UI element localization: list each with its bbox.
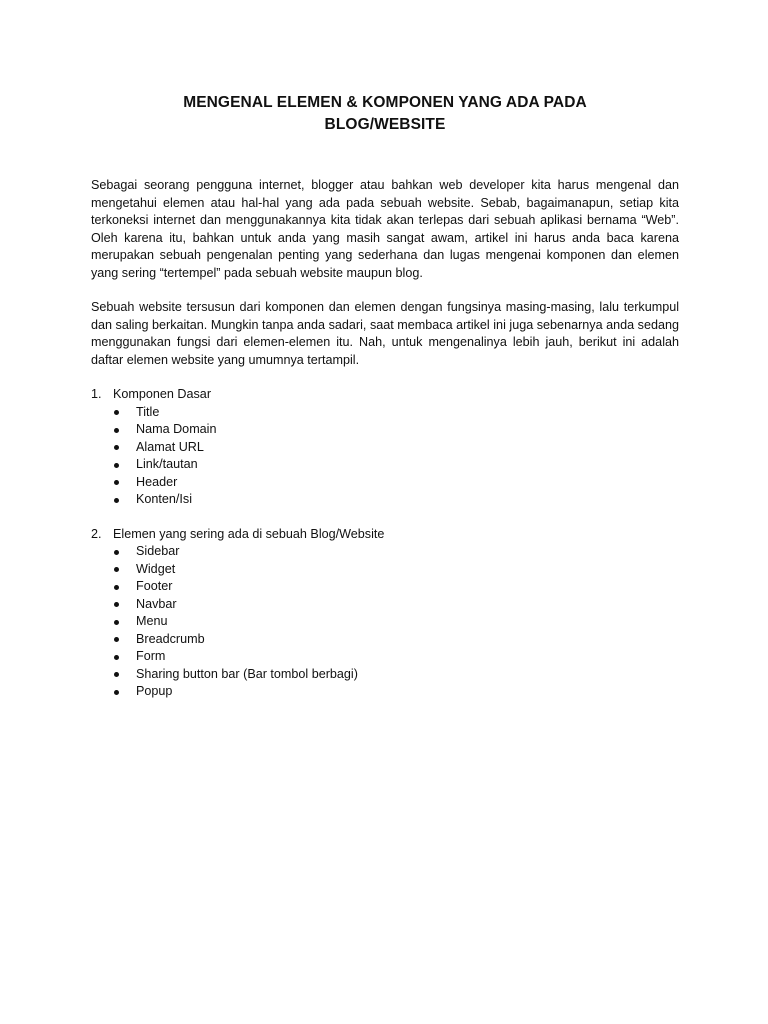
list-item-text: Widget	[136, 561, 176, 576]
list-item-text: Title	[136, 404, 160, 419]
list-item	[91, 543, 679, 561]
list-item-text: Header	[136, 474, 178, 489]
document-title	[91, 92, 679, 136]
bullet-icon	[114, 620, 119, 625]
list-item	[91, 648, 679, 666]
list-item-text: Popup	[136, 684, 173, 698]
second-paragraph: Sebuah website tersusun dari komponen dan elemen dengan fungsinya masing-masing, lalu terkumpul dan saling berkaitan. Mungkin tanpa anda sadari, saat membaca artikel ini juga sebenarnya anda sedang menggunakan fungsi dari elemen-elemen itu. Nah, untuk mengenalinya lebih jauh, berikut ini adalah daftar elemen website yang umumnya tertampil.	[91, 300, 679, 367]
bullet-icon	[114, 637, 119, 642]
list-item-text: Alamat URL	[136, 439, 204, 454]
list-item	[91, 683, 679, 701]
bullet-icon	[114, 463, 119, 468]
list-item	[91, 631, 679, 649]
list-item	[91, 561, 679, 579]
list-item	[91, 439, 679, 457]
bullet-list	[91, 543, 679, 701]
list-item-text: Sharing button bar (Bar tombol berbagi)	[136, 666, 358, 681]
document-title-line-1: MENGENAL ELEMEN & KOMPONEN YANG ADA PADA	[183, 94, 587, 111]
list-item-text: Konten/Isi	[136, 492, 193, 506]
bullet-icon	[114, 550, 119, 555]
list-item-text: Form	[136, 649, 166, 663]
list-item	[91, 613, 679, 631]
bullet-icon	[114, 602, 119, 607]
bullet-icon	[114, 410, 119, 415]
list-item	[91, 596, 679, 614]
bullet-icon	[114, 655, 119, 660]
bullet-icon	[114, 672, 119, 677]
list-item	[91, 491, 679, 509]
list-item	[91, 421, 679, 439]
document-title-line-2: BLOG/WEBSITE	[324, 116, 446, 133]
bullet-icon	[114, 480, 119, 485]
section-komponen-dasar	[91, 386, 679, 509]
intro-paragraph: Sebagai seorang pengguna internet, blogger atau bahkan web developer kita harus mengenal dan mengetahui elemen atau hal-hal yang ada pada sebuah website. Sebab, bagaimanapun, setiap kita terkoneksi internet dan menggunakannya kita tidak akan terlepas dari sebuah aplikasi bernama “Web”. Oleh karena itu, bahkan untuk anda yang masih sangat awam, artikel ini harus anda baca karena merupakan sebuah pengenalan penting yang sederhana dan lugas mengenai komponen dan elemen yang sering “tertempel” pada sebuah website maupun blog.	[91, 178, 679, 280]
bullet-list	[91, 404, 679, 509]
list-item	[91, 474, 679, 492]
bullet-icon	[114, 498, 119, 503]
section-number: 1.	[91, 387, 102, 401]
list-item-text: Link/tautan	[136, 457, 198, 471]
list-item	[91, 404, 679, 422]
list-item	[91, 578, 679, 596]
list-item-text: Navbar	[136, 596, 177, 611]
section-heading	[91, 526, 679, 544]
bullet-icon	[114, 690, 119, 695]
section-elemen-blog-website	[91, 526, 679, 701]
bullet-icon	[114, 445, 119, 450]
section-heading-text: Komponen Dasar	[113, 387, 212, 401]
section-heading	[91, 386, 679, 404]
list-item	[91, 456, 679, 474]
section-number: 2.	[91, 526, 102, 541]
list-item-text: Menu	[136, 614, 168, 628]
list-item-text: Nama Domain	[136, 422, 217, 436]
list-item	[91, 666, 679, 684]
list-item-text: Breadcrumb	[136, 631, 205, 646]
list-item-text: Sidebar	[136, 544, 180, 558]
list-item-text: Footer	[136, 579, 173, 593]
bullet-icon	[114, 428, 119, 433]
section-heading-text: Elemen yang sering ada di sebuah Blog/Website	[113, 526, 385, 541]
bullet-icon	[114, 567, 119, 572]
bullet-icon	[114, 585, 119, 590]
